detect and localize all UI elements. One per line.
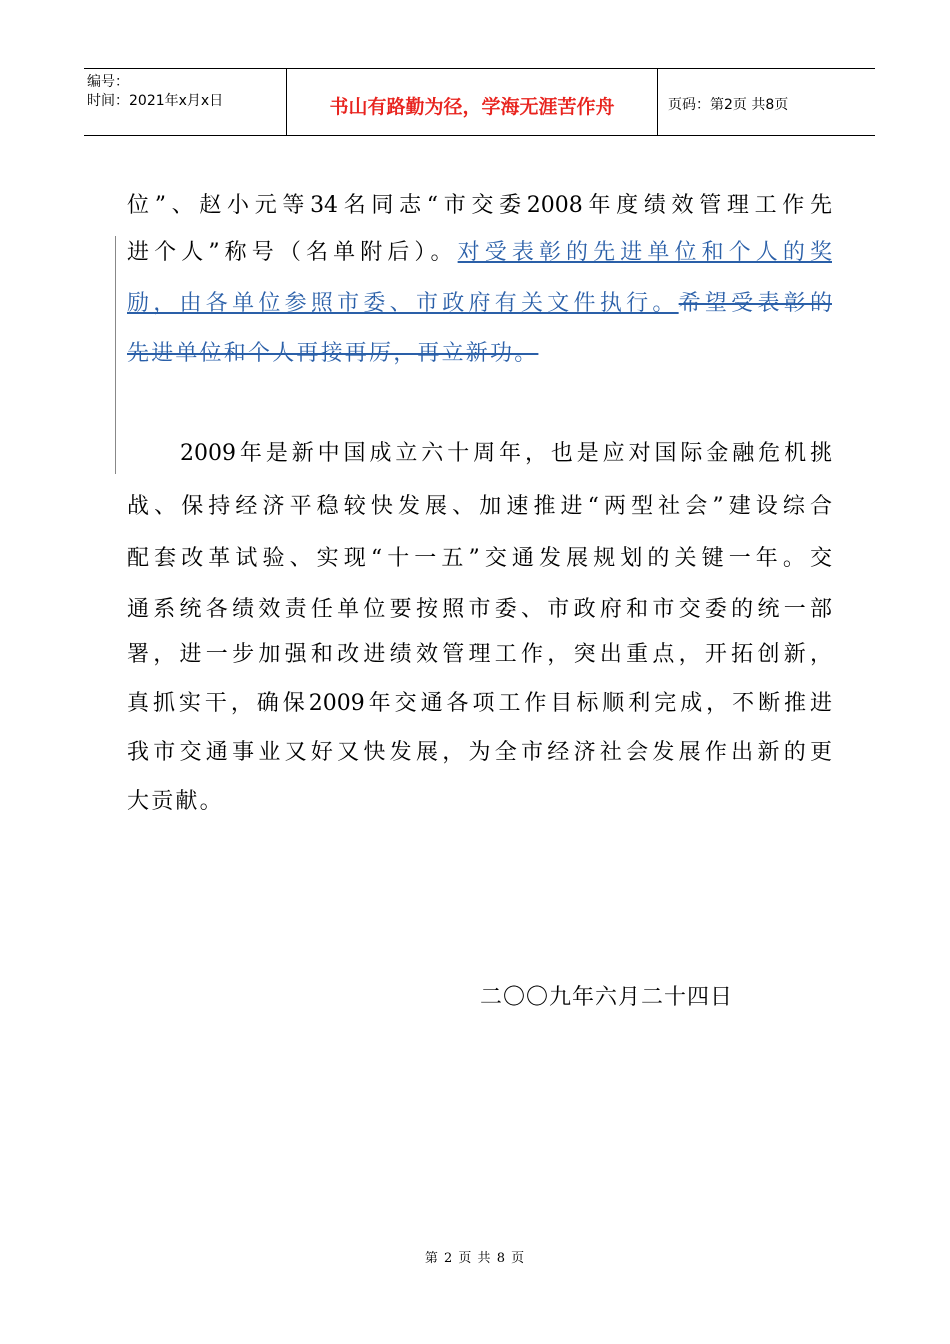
deleted-text: 希望受表彰的 bbox=[678, 291, 832, 316]
paragraph2-line: 署，进一步加强和改进绩效管理工作，突出重点，开拓创新， bbox=[127, 642, 832, 667]
revision-change-bar bbox=[115, 236, 116, 474]
paragraph2-line: 大贡献。 bbox=[127, 789, 224, 814]
number-label: 编号： bbox=[87, 74, 129, 90]
paragraph2-line: 2009年是新中国成立六十周年，也是应对国际金融危机挑 bbox=[180, 441, 832, 466]
paragraph1-line2 bbox=[127, 230, 832, 276]
page-footer: 第 2 页 共 8 页 bbox=[424, 1251, 526, 1266]
inserted-text: 励，由各单位参照市委、市政府有关文件执行。 bbox=[127, 291, 679, 316]
paragraph2-line: 我市交通事业又好又快发展，为全市经济社会发展作出新的更 bbox=[127, 740, 832, 765]
header-page-info: 页码：第2页 共8页 bbox=[668, 97, 789, 113]
paragraph1-line1: 位”、赵小元等34名同志“市交委2008年度绩效管理工作先 bbox=[127, 193, 832, 218]
paragraph1-line4 bbox=[127, 331, 538, 377]
header-meta bbox=[84, 69, 286, 135]
plain-text: 进个人”称号（名单附后）。 bbox=[127, 240, 458, 265]
signature-date: 二〇〇九年六月二十四日 bbox=[480, 985, 734, 1010]
paragraph2-line: 真抓实干，确保2009年交通各项工作目标顺利完成，不断推进 bbox=[127, 691, 832, 716]
deleted-text: 先进单位和个人再接再厉，再立新功。 bbox=[127, 341, 539, 366]
inserted-text: 对受表彰的先进单位和个人的奖 bbox=[457, 240, 832, 265]
paragraph2-line: 战、保持经济平稳较快发展、加速推进“两型社会”建设综合 bbox=[127, 494, 832, 519]
page-header bbox=[84, 68, 875, 136]
paragraph2-line: 通系统各绩效责任单位要按照市委、市政府和市交委的统一部 bbox=[127, 597, 832, 622]
time-label: 时间：2021年x月x日 bbox=[87, 93, 224, 109]
paragraph2-line: 配套改革试验、实现“十一五”交通发展规划的关键一年。交 bbox=[127, 546, 832, 571]
header-motto: 书山有路勤为径，学海无涯苦作舟 bbox=[286, 69, 658, 135]
paragraph1-line3 bbox=[127, 281, 832, 327]
